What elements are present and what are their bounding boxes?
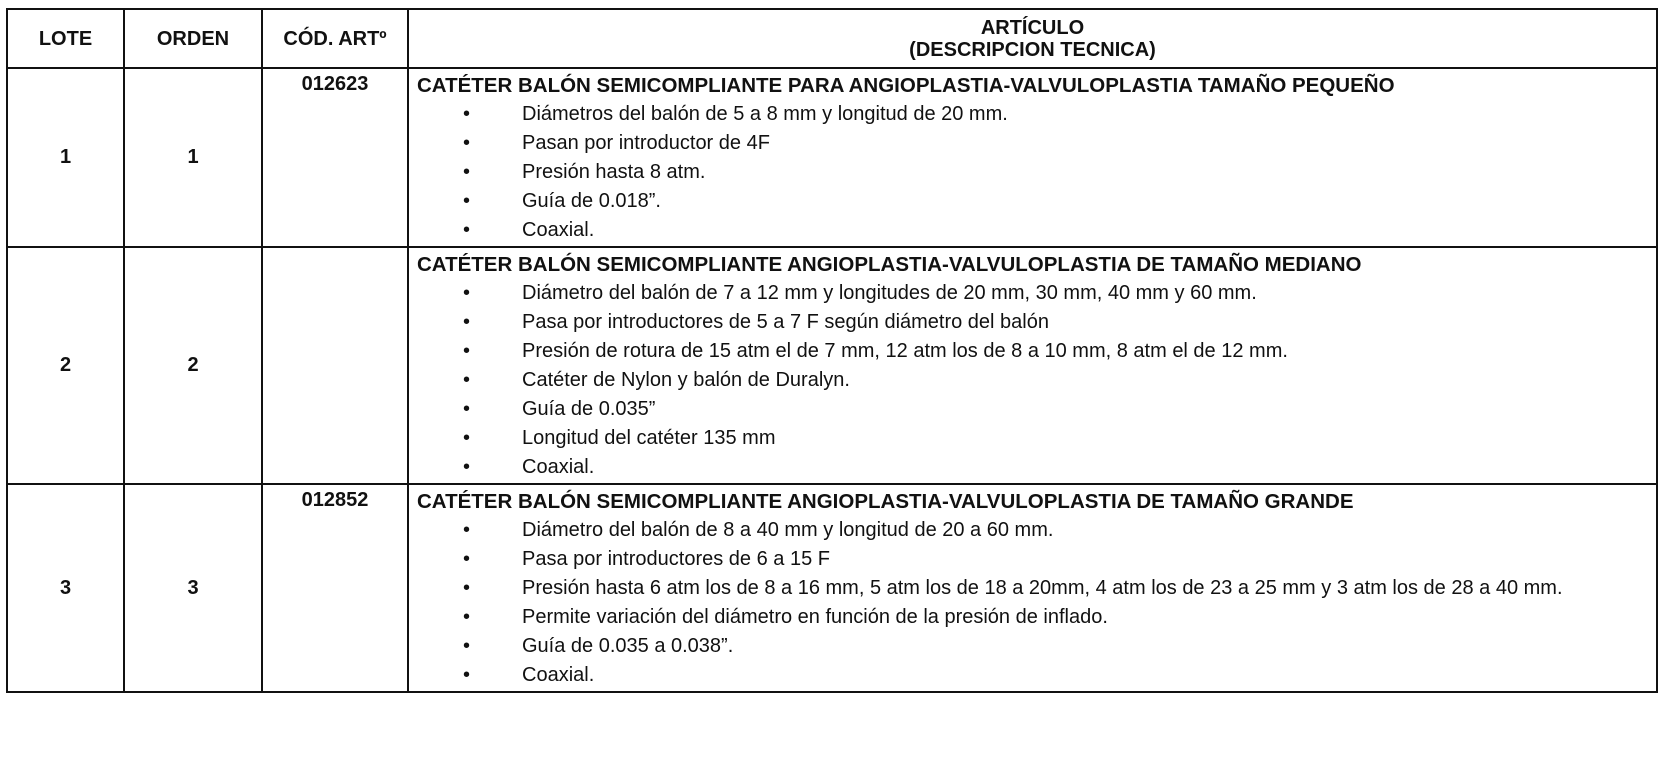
table-row — [7, 484, 1657, 692]
lote-cell: 3 — [7, 484, 124, 692]
spec-item — [417, 129, 1650, 158]
bullet-icon: • — [463, 519, 471, 541]
bullet-icon: • — [463, 577, 471, 599]
bullet-icon: • — [463, 398, 471, 420]
spec-item — [417, 100, 1650, 129]
spec-text: Pasa por introductores de 6 a 15 F — [522, 548, 830, 570]
spec-text: Coaxial. — [522, 219, 595, 241]
spec-text: Longitud del catéter 135 mm — [522, 427, 776, 449]
table-body — [7, 68, 1657, 692]
bullet-icon: • — [463, 132, 471, 154]
spec-item — [417, 516, 1650, 545]
spec-text: Pasan por introductor de 4F — [522, 132, 770, 154]
cod-art-cell: 012623 — [262, 68, 408, 247]
spec-item — [417, 158, 1650, 187]
lote-cell: 2 — [7, 247, 124, 484]
table-row — [7, 68, 1657, 247]
description-cell — [408, 247, 1657, 484]
header-articulo-line1: ARTÍCULO — [980, 16, 1085, 39]
spec-item — [417, 453, 1650, 482]
bullet-icon: • — [463, 190, 471, 212]
article-title: CATÉTER BALÓN SEMICOMPLIANTE ANGIOPLASTIA-VALVULOPLASTIA DE TAMAÑO MEDIANO — [417, 253, 1362, 276]
spec-text: Presión de rotura de 15 atm el de 7 mm, 12 atm los de 8 a 10 mm, 8 atm el de 12 mm. — [522, 340, 1288, 362]
spec-list — [417, 516, 1650, 690]
lotes-table — [6, 8, 1658, 693]
spec-text: Guía de 0.035” — [522, 398, 656, 420]
spec-text: Diámetro del balón de 8 a 40 mm y longitud de 20 a 60 mm. — [522, 519, 1054, 541]
bullet-icon: • — [463, 635, 471, 657]
spec-text: Catéter de Nylon y balón de Duralyn. — [522, 369, 850, 391]
spec-item — [417, 545, 1650, 574]
header-articulo — [408, 9, 1657, 68]
bullet-icon: • — [463, 427, 471, 449]
spec-text: Diámetro del balón de 7 a 12 mm y longitudes de 20 mm, 30 mm, 40 mm y 60 mm. — [522, 282, 1257, 304]
spec-item — [417, 216, 1650, 245]
cod-art-cell — [262, 247, 408, 484]
spec-item — [417, 366, 1650, 395]
spec-list — [417, 100, 1650, 245]
bullet-icon: • — [463, 219, 471, 241]
description-cell — [408, 68, 1657, 247]
spec-item — [417, 279, 1650, 308]
article-title: CATÉTER BALÓN SEMICOMPLIANTE PARA ANGIOPLASTIA-VALVULOPLASTIA TAMAÑO PEQUEÑO — [417, 74, 1395, 97]
orden-cell: 2 — [124, 247, 262, 484]
spec-item — [417, 574, 1650, 603]
spec-item — [417, 308, 1650, 337]
bullet-icon: • — [463, 282, 471, 304]
spec-text: Presión hasta 8 atm. — [522, 161, 706, 183]
description-cell — [408, 484, 1657, 692]
spec-text: Coaxial. — [522, 456, 595, 478]
spec-item — [417, 603, 1650, 632]
lote-cell: 1 — [7, 68, 124, 247]
spec-text: Guía de 0.018”. — [522, 190, 661, 212]
orden-cell: 1 — [124, 68, 262, 247]
spec-item — [417, 424, 1650, 453]
orden-cell: 3 — [124, 484, 262, 692]
spec-text: Permite variación del diámetro en función de la presión de inflado. — [522, 606, 1108, 628]
table-row — [7, 247, 1657, 484]
bullet-icon: • — [463, 311, 471, 333]
header-cod-art: CÓD. ARTº — [262, 9, 408, 68]
spec-item — [417, 337, 1650, 366]
spec-item — [417, 661, 1650, 690]
bullet-icon: • — [463, 103, 471, 125]
spec-list — [417, 279, 1650, 482]
spec-item — [417, 395, 1650, 424]
bullet-icon: • — [463, 369, 471, 391]
header-orden: ORDEN — [124, 9, 262, 68]
bullet-icon: • — [463, 606, 471, 628]
bullet-icon: • — [463, 161, 471, 183]
spec-text: Guía de 0.035 a 0.038”. — [522, 635, 734, 657]
bullet-icon: • — [463, 664, 471, 686]
header-lote: LOTE — [7, 9, 124, 68]
spec-item — [417, 187, 1650, 216]
bullet-icon: • — [463, 548, 471, 570]
spec-text: Pasa por introductores de 5 a 7 F según diámetro del balón — [522, 311, 1049, 333]
article-title: CATÉTER BALÓN SEMICOMPLIANTE ANGIOPLASTIA-VALVULOPLASTIA DE TAMAÑO GRANDE — [417, 490, 1354, 513]
spec-text: Coaxial. — [522, 664, 595, 686]
header-articulo-line2: (DESCRIPCION TECNICA) — [909, 38, 1156, 61]
table-header-row — [7, 9, 1657, 68]
bullet-icon: • — [463, 456, 471, 478]
cod-art-cell: 012852 — [262, 484, 408, 692]
spec-item — [417, 632, 1650, 661]
spec-text: Diámetros del balón de 5 a 8 mm y longitud de 20 mm. — [522, 103, 1008, 125]
bullet-icon: • — [463, 340, 471, 362]
spec-text: Presión hasta 6 atm los de 8 a 16 mm, 5 atm los de 18 a 20mm, 4 atm los de 23 a 25 mm y 3 atm los de 28 a 40 mm. — [522, 577, 1563, 599]
